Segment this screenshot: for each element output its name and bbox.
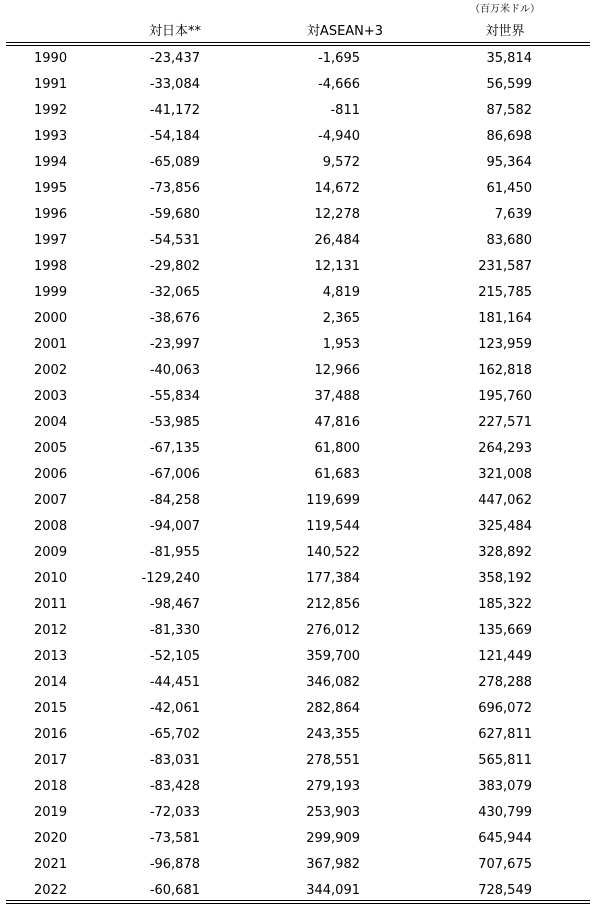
world-cell: 61,450	[486, 181, 532, 196]
year-cell: 2018	[34, 779, 68, 794]
world-cell: 430,799	[478, 805, 532, 820]
table-row	[0, 592, 596, 618]
table-row	[0, 202, 596, 228]
world-cell: 181,164	[478, 311, 532, 326]
world-cell: 86,698	[486, 129, 532, 144]
world-cell: 35,814	[486, 51, 532, 66]
asean-cell: 47,816	[314, 415, 360, 430]
asean-cell: 367,982	[306, 857, 360, 872]
table-row	[0, 618, 596, 644]
world-cell: 95,364	[486, 155, 532, 170]
year-cell: 2014	[34, 675, 68, 690]
year-cell: 2015	[34, 701, 68, 716]
japan-cell: -73,856	[149, 181, 200, 196]
table-row	[0, 774, 596, 800]
world-cell: 627,811	[478, 727, 532, 742]
asean-cell: 359,700	[306, 649, 360, 664]
asean-cell: 346,082	[306, 675, 360, 690]
table-row	[0, 722, 596, 748]
japan-cell: -53,985	[149, 415, 200, 430]
japan-cell: -55,834	[149, 389, 200, 404]
table-row	[0, 254, 596, 280]
world-cell: 728,549	[478, 883, 532, 898]
table-bottom-rule-double	[6, 903, 590, 904]
japan-cell: -94,007	[149, 519, 200, 534]
asean-cell: 61,683	[314, 467, 360, 482]
japan-cell: -32,065	[149, 285, 200, 300]
asean-cell: 282,864	[306, 701, 360, 716]
table-row	[0, 358, 596, 384]
asean-cell: 119,699	[306, 493, 360, 508]
japan-cell: -67,006	[149, 467, 200, 482]
world-cell: 264,293	[478, 441, 532, 456]
asean-cell: 344,091	[306, 883, 360, 898]
year-cell: 2007	[34, 493, 68, 508]
japan-cell: -33,084	[149, 77, 200, 92]
asean-cell: 278,551	[306, 753, 360, 768]
asean-cell: -811	[330, 103, 360, 118]
japan-cell: -67,135	[149, 441, 200, 456]
year-cell: 1994	[34, 155, 68, 170]
year-cell: 1992	[34, 103, 68, 118]
asean-cell: 14,672	[314, 181, 360, 196]
table-header	[0, 22, 596, 42]
japan-cell: -81,330	[149, 623, 200, 638]
asean-cell: -4,666	[318, 77, 360, 92]
asean-cell: 9,572	[322, 155, 360, 170]
asean-cell: 12,131	[314, 259, 360, 274]
table-row	[0, 852, 596, 878]
japan-cell: -73,581	[149, 831, 200, 846]
japan-cell: -60,681	[149, 883, 200, 898]
world-cell: 383,079	[478, 779, 532, 794]
year-cell: 2021	[34, 857, 68, 872]
table-row	[0, 410, 596, 436]
year-cell: 1991	[34, 77, 68, 92]
japan-cell: -59,680	[149, 207, 200, 222]
japan-cell: -83,031	[149, 753, 200, 768]
asean-cell: -4,940	[318, 129, 360, 144]
header-world: 対世界	[485, 24, 525, 39]
world-cell: 123,959	[478, 337, 532, 352]
world-cell: 185,322	[478, 597, 532, 612]
table-row	[0, 150, 596, 176]
table-row	[0, 514, 596, 540]
table-bottom-rule	[6, 900, 590, 901]
table-row	[0, 488, 596, 514]
asean-cell: 2,365	[322, 311, 360, 326]
year-cell: 2004	[34, 415, 68, 430]
world-cell: 215,785	[478, 285, 532, 300]
year-cell: 1993	[34, 129, 68, 144]
table-row	[0, 462, 596, 488]
year-cell: 2019	[34, 805, 68, 820]
japan-cell: -23,997	[149, 337, 200, 352]
japan-cell: -98,467	[149, 597, 200, 612]
year-cell: 2017	[34, 753, 68, 768]
table-row	[0, 98, 596, 124]
world-cell: 447,062	[478, 493, 532, 508]
asean-cell: 1,953	[322, 337, 360, 352]
table-row	[0, 228, 596, 254]
asean-cell: 177,384	[306, 571, 360, 586]
asean-cell: 37,488	[314, 389, 360, 404]
table-row	[0, 670, 596, 696]
japan-cell: -42,061	[149, 701, 200, 716]
table-row	[0, 306, 596, 332]
world-cell: 7,639	[494, 207, 532, 222]
asean-cell: 253,903	[306, 805, 360, 820]
table-row	[0, 436, 596, 462]
asean-cell: 26,484	[314, 233, 360, 248]
asean-cell: 61,800	[314, 441, 360, 456]
asean-cell: 279,193	[306, 779, 360, 794]
world-cell: 56,599	[486, 77, 532, 92]
table-row	[0, 566, 596, 592]
asean-cell: 12,966	[314, 363, 360, 378]
table-row	[0, 124, 596, 150]
asean-cell: 243,355	[306, 727, 360, 742]
japan-cell: -72,033	[149, 805, 200, 820]
table-row	[0, 72, 596, 98]
table-row	[0, 696, 596, 722]
table-row	[0, 644, 596, 670]
japan-cell: -40,063	[149, 363, 200, 378]
japan-cell: -96,878	[149, 857, 200, 872]
world-cell: 696,072	[478, 701, 532, 716]
year-cell: 2008	[34, 519, 68, 534]
world-cell: 328,892	[478, 545, 532, 560]
table-row	[0, 826, 596, 852]
year-cell: 2020	[34, 831, 68, 846]
table-row	[0, 280, 596, 306]
asean-cell: 4,819	[322, 285, 360, 300]
table-row	[0, 748, 596, 774]
table-body	[0, 46, 596, 904]
japan-cell: -129,240	[141, 571, 200, 586]
asean-cell: 119,544	[306, 519, 360, 534]
world-cell: 358,192	[478, 571, 532, 586]
year-cell: 2022	[34, 883, 68, 898]
world-cell: 321,008	[478, 467, 532, 482]
world-cell: 278,288	[478, 675, 532, 690]
world-cell: 87,582	[486, 103, 532, 118]
japan-cell: -54,184	[149, 129, 200, 144]
table-row	[0, 384, 596, 410]
world-cell: 231,587	[478, 259, 532, 274]
world-cell: 195,760	[478, 389, 532, 404]
world-cell: 565,811	[478, 753, 532, 768]
year-cell: 1997	[34, 233, 68, 248]
year-cell: 2010	[34, 571, 68, 586]
year-cell: 2009	[34, 545, 68, 560]
japan-cell: -23,437	[149, 51, 200, 66]
year-cell: 2013	[34, 649, 68, 664]
year-cell: 2000	[34, 311, 68, 326]
year-cell: 2002	[34, 363, 68, 378]
unit-note: （百万米ドル）	[470, 4, 540, 15]
header-japan: 対日本**	[148, 24, 201, 39]
header-top-rule	[6, 42, 590, 43]
year-cell: 1999	[34, 285, 68, 300]
japan-cell: -81,955	[149, 545, 200, 560]
table-row	[0, 800, 596, 826]
table-row	[0, 332, 596, 358]
year-cell: 2001	[34, 337, 68, 352]
japan-cell: -44,451	[149, 675, 200, 690]
year-cell: 2016	[34, 727, 68, 742]
year-cell: 2006	[34, 467, 68, 482]
world-cell: 227,571	[478, 415, 532, 430]
world-cell: 121,449	[478, 649, 532, 664]
japan-cell: -41,172	[149, 103, 200, 118]
japan-cell: -65,089	[149, 155, 200, 170]
world-cell: 162,818	[478, 363, 532, 378]
japan-cell: -65,702	[149, 727, 200, 742]
world-cell: 707,675	[478, 857, 532, 872]
table-row	[0, 46, 596, 72]
japan-cell: -54,531	[149, 233, 200, 248]
asean-cell: -1,695	[318, 51, 360, 66]
table-row	[0, 176, 596, 202]
year-cell: 2003	[34, 389, 68, 404]
year-cell: 1996	[34, 207, 68, 222]
table-row	[0, 540, 596, 566]
japan-cell: -83,428	[149, 779, 200, 794]
asean-cell: 140,522	[306, 545, 360, 560]
japan-cell: -52,105	[149, 649, 200, 664]
year-cell: 2012	[34, 623, 68, 638]
year-cell: 2005	[34, 441, 68, 456]
asean-cell: 276,012	[306, 623, 360, 638]
asean-cell: 212,856	[306, 597, 360, 612]
asean-cell: 299,909	[306, 831, 360, 846]
world-cell: 645,944	[478, 831, 532, 846]
asean-cell: 12,278	[314, 207, 360, 222]
year-cell: 1995	[34, 181, 68, 196]
year-cell: 1990	[34, 51, 68, 66]
year-cell: 2011	[34, 597, 68, 612]
world-cell: 135,669	[478, 623, 532, 638]
japan-cell: -29,802	[149, 259, 200, 274]
header-asean: 対ASEAN+3	[306, 24, 384, 39]
year-cell: 1998	[34, 259, 68, 274]
world-cell: 83,680	[486, 233, 532, 248]
japan-cell: -38,676	[149, 311, 200, 326]
world-cell: 325,484	[478, 519, 532, 534]
japan-cell: -84,258	[149, 493, 200, 508]
